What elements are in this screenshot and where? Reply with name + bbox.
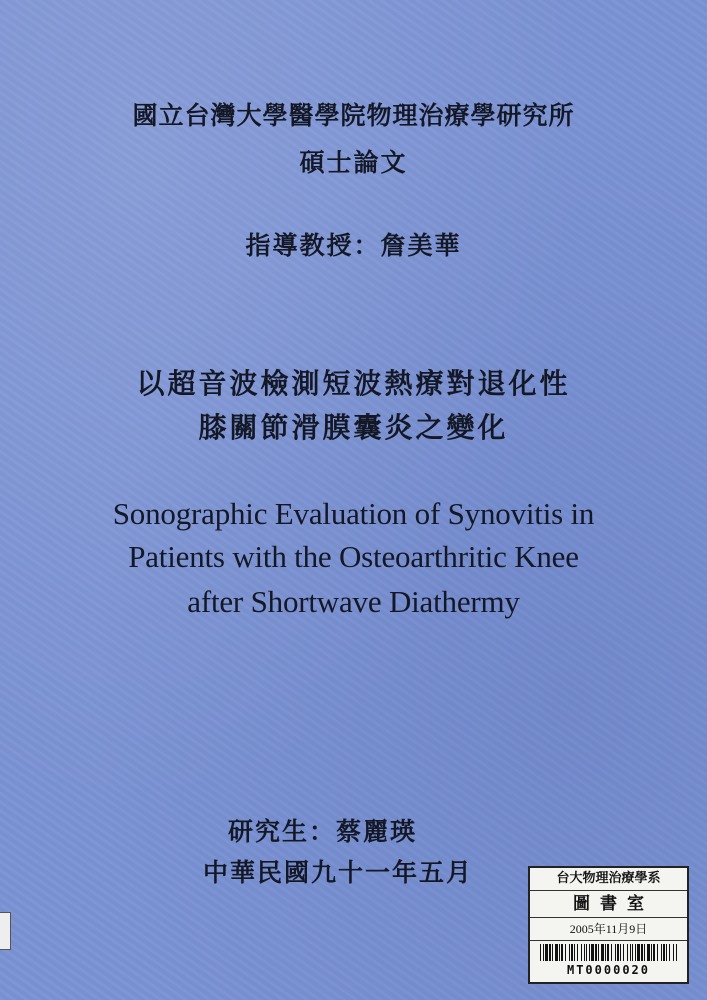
institution-name: 國立台灣大學醫學院物理治療學研究所 bbox=[132, 101, 575, 130]
library-label bbox=[528, 866, 689, 984]
student-line: 研究生：蔡麗瑛 bbox=[228, 817, 418, 846]
label-code: MT0000020 bbox=[566, 963, 651, 977]
title-zh-line-1: 以超音波檢測短波熱療對退化性 bbox=[136, 367, 571, 400]
advisor-line: 指導教授：詹美華 bbox=[245, 231, 462, 260]
barcode-icon bbox=[540, 944, 677, 961]
title-zh-line-2: 膝關節滑膜囊炎之變化 bbox=[198, 411, 509, 444]
degree-type: 碩士論文 bbox=[299, 148, 408, 177]
binder-clip bbox=[0, 912, 11, 950]
label-stamp-date: 2005年11月9日 bbox=[530, 918, 687, 941]
label-library: 圖書室 bbox=[530, 891, 687, 918]
date-line: 中華民國九十一年五月 bbox=[203, 858, 474, 887]
title-en-line-1: Sonographic Evaluation of Synovitis in bbox=[112, 496, 595, 531]
title-en-line-3: after Shortwave Diathermy bbox=[187, 584, 520, 619]
label-department: 台大物理治療學系 bbox=[530, 868, 687, 891]
title-en-line-2: Patients with the Osteoarthritic Knee bbox=[128, 539, 579, 574]
